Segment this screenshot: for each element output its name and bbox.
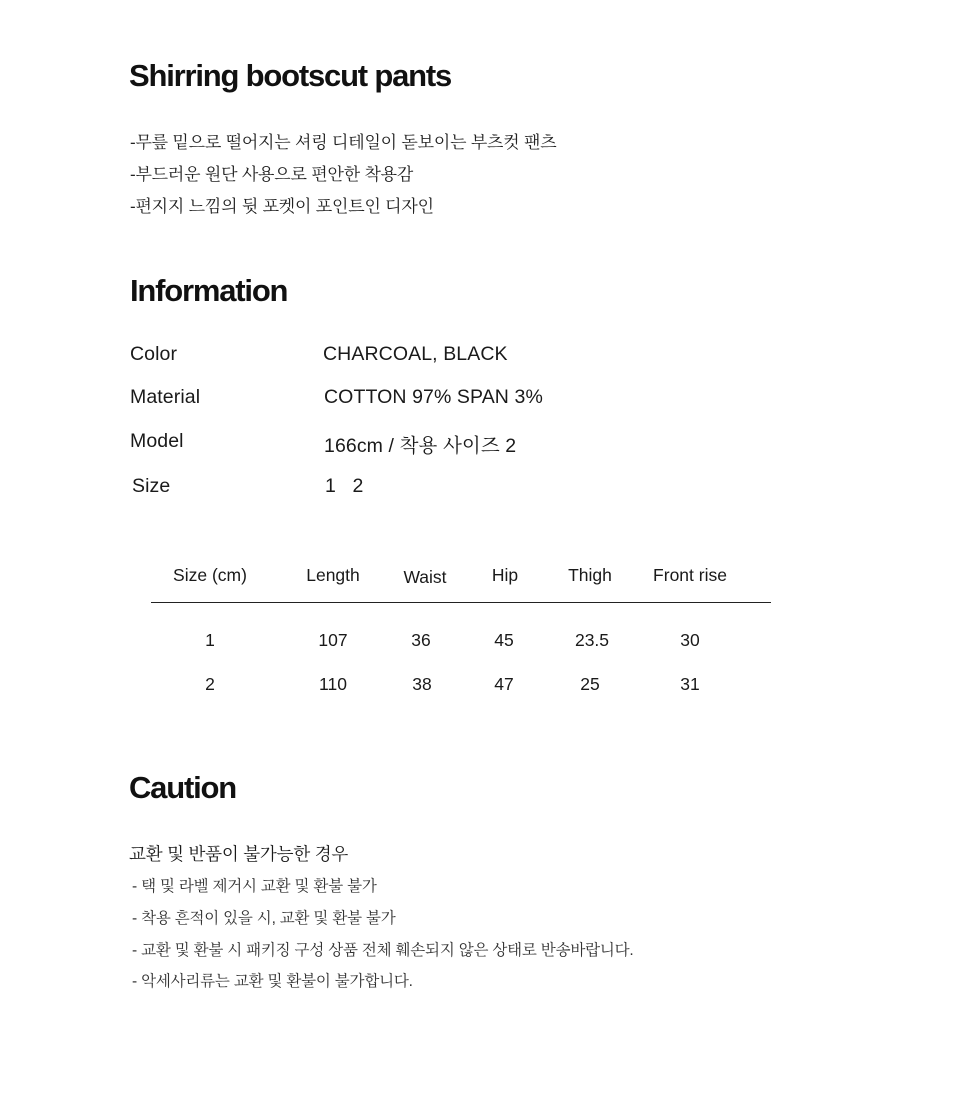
table-cell-size: 1: [205, 630, 215, 650]
table-header-hip: Hip: [491, 565, 519, 585]
info-value-model: 166cm / 착용 사이즈 2: [324, 435, 517, 457]
table-divider: [151, 602, 771, 603]
table-header-thigh: Thigh: [568, 565, 612, 585]
table-header-length: Length: [306, 565, 360, 585]
table-cell-waist: 38: [412, 674, 432, 694]
table-cell-hip: 47: [494, 674, 514, 694]
description-line: -무릎 밑으로 떨어지는 셔링 디테일이 돋보이는 부츠컷 팬츠: [130, 133, 557, 152]
table-cell-front-rise: 31: [680, 674, 700, 694]
info-label-color: Color: [130, 343, 178, 365]
product-title: Shirring bootscut pants: [129, 58, 452, 93]
info-label-size: Size: [132, 475, 171, 497]
table-cell-front-rise: 30: [680, 630, 700, 650]
table-header-waist: Waist: [403, 567, 447, 587]
description-line: -부드러운 원단 사용으로 편안한 착용감: [130, 165, 414, 184]
info-value-color: CHARCOAL, BLACK: [323, 343, 508, 365]
table-cell-hip: 45: [494, 630, 514, 650]
info-label-material: Material: [130, 386, 201, 408]
information-heading: Information: [130, 273, 288, 308]
table-cell-length: 107: [318, 630, 348, 650]
table-cell-waist: 36: [411, 630, 431, 650]
table-cell-thigh: 23.5: [574, 630, 610, 650]
caution-heading: Caution: [129, 770, 236, 805]
caution-item: - 착용 흔적이 있을 시, 교환 및 환불 불가: [132, 910, 396, 927]
caution-item: - 교환 및 환불 시 패키징 구성 상품 전체 훼손되지 않은 상태로 반송바랍니다.: [132, 942, 634, 959]
table-header-front-rise: Front rise: [653, 565, 727, 585]
info-value-size: 1 2: [325, 475, 364, 497]
info-label-model: Model: [130, 430, 184, 452]
table-cell-thigh: 25: [580, 674, 600, 694]
table-cell-length: 110: [319, 674, 347, 694]
caution-item: - 악세사리류는 교환 및 환불이 불가합니다.: [132, 973, 413, 990]
info-value-material: COTTON 97% SPAN 3%: [324, 386, 543, 408]
caution-item: - 택 및 라벨 제거시 교환 및 환불 불가: [132, 878, 377, 895]
table-cell-size: 2: [205, 674, 215, 694]
table-header-size: Size (cm): [173, 565, 247, 585]
caution-subheading: 교환 및 반품이 불가능한 경우: [129, 844, 349, 864]
description-line: -편지지 느낌의 뒷 포켓이 포인트인 디자인: [130, 197, 434, 216]
